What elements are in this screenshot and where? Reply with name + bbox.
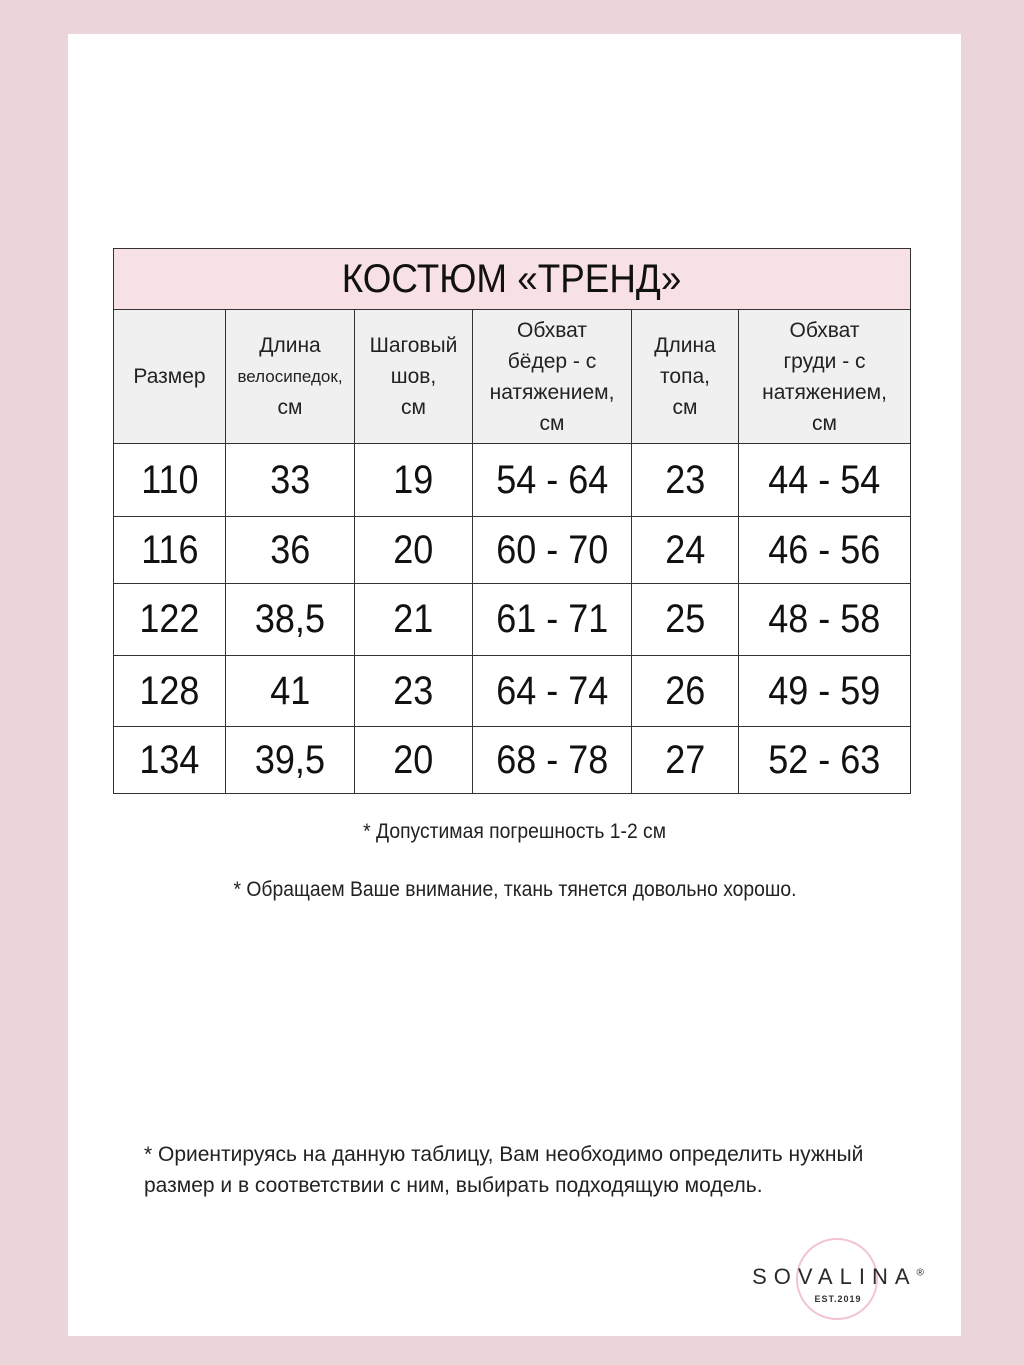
- cell-chest-girth: 44 - 54: [739, 444, 911, 517]
- cell-size: 134: [114, 727, 226, 794]
- cell-hip-girth: 68 - 78: [473, 727, 632, 794]
- cell-inseam: 23: [355, 656, 473, 727]
- cell-chest-girth: 52 - 63: [739, 727, 911, 794]
- cell-chest-girth: 48 - 58: [739, 584, 911, 656]
- cell-top-length: 23: [632, 444, 739, 517]
- size-chart-page: [68, 34, 961, 1336]
- sovalina-logo: [723, 1234, 953, 1324]
- cell-chest-girth: 49 - 59: [739, 656, 911, 727]
- cell-top-length: 26: [632, 656, 739, 727]
- cell-shorts-length: 38,5: [226, 584, 355, 656]
- cell-size: 122: [114, 584, 226, 656]
- cell-size: 128: [114, 656, 226, 727]
- table-title-row: [114, 249, 911, 310]
- table-row: [114, 656, 911, 727]
- cell-hip-girth: 64 - 74: [473, 656, 632, 727]
- cell-inseam: 21: [355, 584, 473, 656]
- col-header-chest-girth: Обхват груди - с натяжением, см: [739, 310, 911, 444]
- table-row: [114, 727, 911, 794]
- table-row: [114, 517, 911, 584]
- table-row: [114, 444, 911, 517]
- cell-inseam: 19: [355, 444, 473, 517]
- col-header-shorts-length: Длина велосипедок, см: [226, 310, 355, 444]
- cell-shorts-length: 41: [226, 656, 355, 727]
- cell-size: 110: [114, 444, 226, 517]
- note-stretch: * Обращаем Ваше внимание, ткань тянется довольно хорошо.: [232, 878, 797, 901]
- cell-inseam: 20: [355, 727, 473, 794]
- cell-hip-girth: 61 - 71: [473, 584, 632, 656]
- cell-size: 116: [114, 517, 226, 584]
- col-header-hip-girth: Обхват бёдер - с натяжением, см: [473, 310, 632, 444]
- col-header-size: Размер: [114, 310, 226, 444]
- cell-inseam: 20: [355, 517, 473, 584]
- cell-top-length: 27: [632, 727, 739, 794]
- cell-shorts-length: 39,5: [226, 727, 355, 794]
- col-header-inseam: Шаговый шов, см: [355, 310, 473, 444]
- logo-est: EST.2019: [814, 1294, 862, 1304]
- logo-brand: SOVALINA®: [752, 1264, 924, 1289]
- cell-top-length: 24: [632, 517, 739, 584]
- table-header-row: [114, 310, 911, 444]
- cell-hip-girth: 54 - 64: [473, 444, 632, 517]
- cell-shorts-length: 33: [226, 444, 355, 517]
- cell-top-length: 25: [632, 584, 739, 656]
- cell-hip-girth: 60 - 70: [473, 517, 632, 584]
- note-size-guide: * Ориентируясь на данную таблицу, Вам необходимо определить нужный размер и в соответствии с ним, выбирать подходящую модель.: [144, 1143, 864, 1197]
- cell-shorts-length: 36: [226, 517, 355, 584]
- table-row: [114, 584, 911, 656]
- col-header-top-length: Длина топа, см: [632, 310, 739, 444]
- table-title: КОСТЮМ «ТРЕНД»: [114, 249, 911, 310]
- cell-chest-girth: 46 - 56: [739, 517, 911, 584]
- size-table: [113, 248, 911, 794]
- note-tolerance: * Допустимая погрешность 1-2 см: [363, 820, 666, 843]
